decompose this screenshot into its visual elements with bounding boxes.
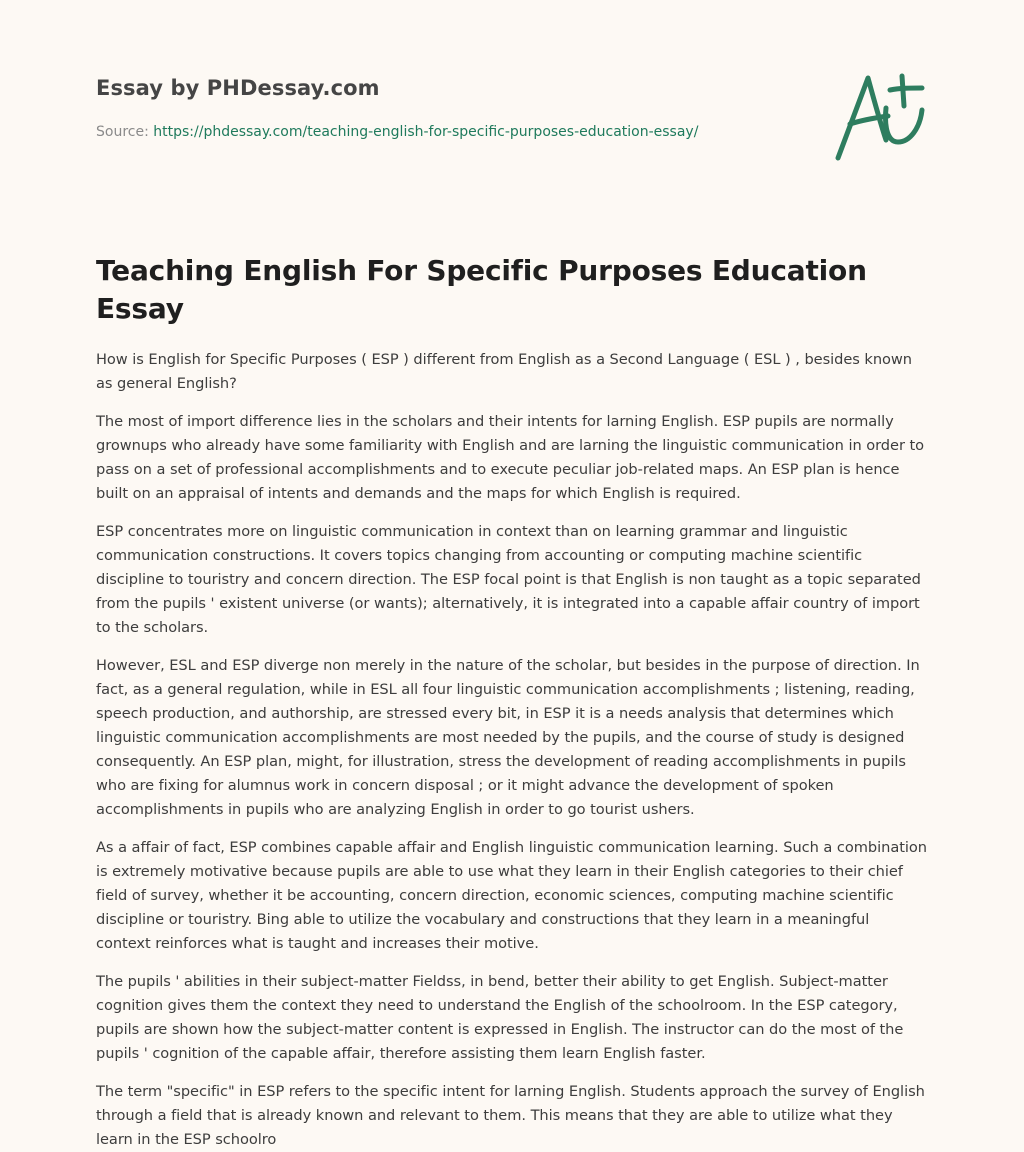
essay-paragraph: As a affair of fact, ESP combines capable affair and English linguistic communication learning. Such a combination is extremely motivative because pupils are able to use what they learn in their English categories to their chief field of survey, whether it be accounting, concern direction, economic sciences, computing machine scientific discipline or touristry. Bing able to utilize the vocabulary and constructions that they learn in a meaningful context reinforces what is taught and increases their motive.: [96, 839, 927, 952]
site-name: Essay by PHDessay.com: [96, 76, 380, 100]
source-line: [96, 124, 698, 140]
essay-paragraph: The most of import difference lies in the scholars and their intents for larning English. ESP pupils are normally grownups who already have some familiarity with English and are larning the linguistic communication in order to pass on a set of professional accomplishments and to execute peculiar job-related maps. An ESP plan is hence built on an appraisal of intents and demands and the maps for which English is required.: [96, 413, 925, 502]
essay-paragraph: However, ESL and ESP diverge non merely in the nature of the scholar, but besides in the purpose of direction. In fact, as a general regulation, while in ESL all four linguistic communication accomplishments ; listening, reading, speech production, and authorship, are stressed every bit, in ESP it is a needs analysis that determines which linguistic communication accomplishments are most needed by the pupils, and the course of study is designed consequently. An ESP plan, might, for illustration, stress the development of reading accomplishments in pupils who are fixing for alumnus work in concern disposal ; or it might advance the development of spoken accomplishments in pupils who are analyzing English in order to go tourist ushers.: [96, 657, 920, 818]
source-label: Source:: [96, 124, 154, 140]
essay-paragraph: ESP concentrates more on linguistic communication in context than on learning grammar and linguistic communication constructions. It covers topics changing from accounting or computing machine scientific discipline to touristry and concern direction. The ESP focal point is that English is non taught as a topic separated from the pupils ' existent universe (or wants); alternatively, it is integrated into a capable affair country of import to the scholars.: [96, 523, 921, 636]
source-link[interactable]: https://phdessay.com/teaching-english-for-specific-purposes-education-essay/: [153, 124, 699, 140]
essay-body: [96, 348, 928, 1152]
a-plus-grade-icon: [830, 66, 930, 166]
essay-paragraph: The pupils ' abilities in their subject-matter Fieldss, in bend, better their ability to get English. Subject-matter cognition gives them the context they need to understand the English of the schoolroom. In the ESP category, pupils are shown how the subject-matter content is expressed in English. The instructor can do the most of the pupils ' cognition of the capable affair, therefore assisting them learn English faster.: [96, 973, 904, 1062]
page-header: [96, 0, 928, 200]
essay-paragraph: How is English for Specific Purposes ( ESP ) different from English as a Second Language ( ESL ) , besides known as general English?: [96, 351, 912, 392]
essay-title: Teaching English For Specific Purposes Education Essay: [96, 254, 867, 325]
essay-paragraph: The term "specific" in ESP refers to the specific intent for larning English. Students approach the survey of English through a field that is already known and relevant to them. This means that they are able to utilize what they learn in the ESP schoolro: [96, 1083, 925, 1148]
